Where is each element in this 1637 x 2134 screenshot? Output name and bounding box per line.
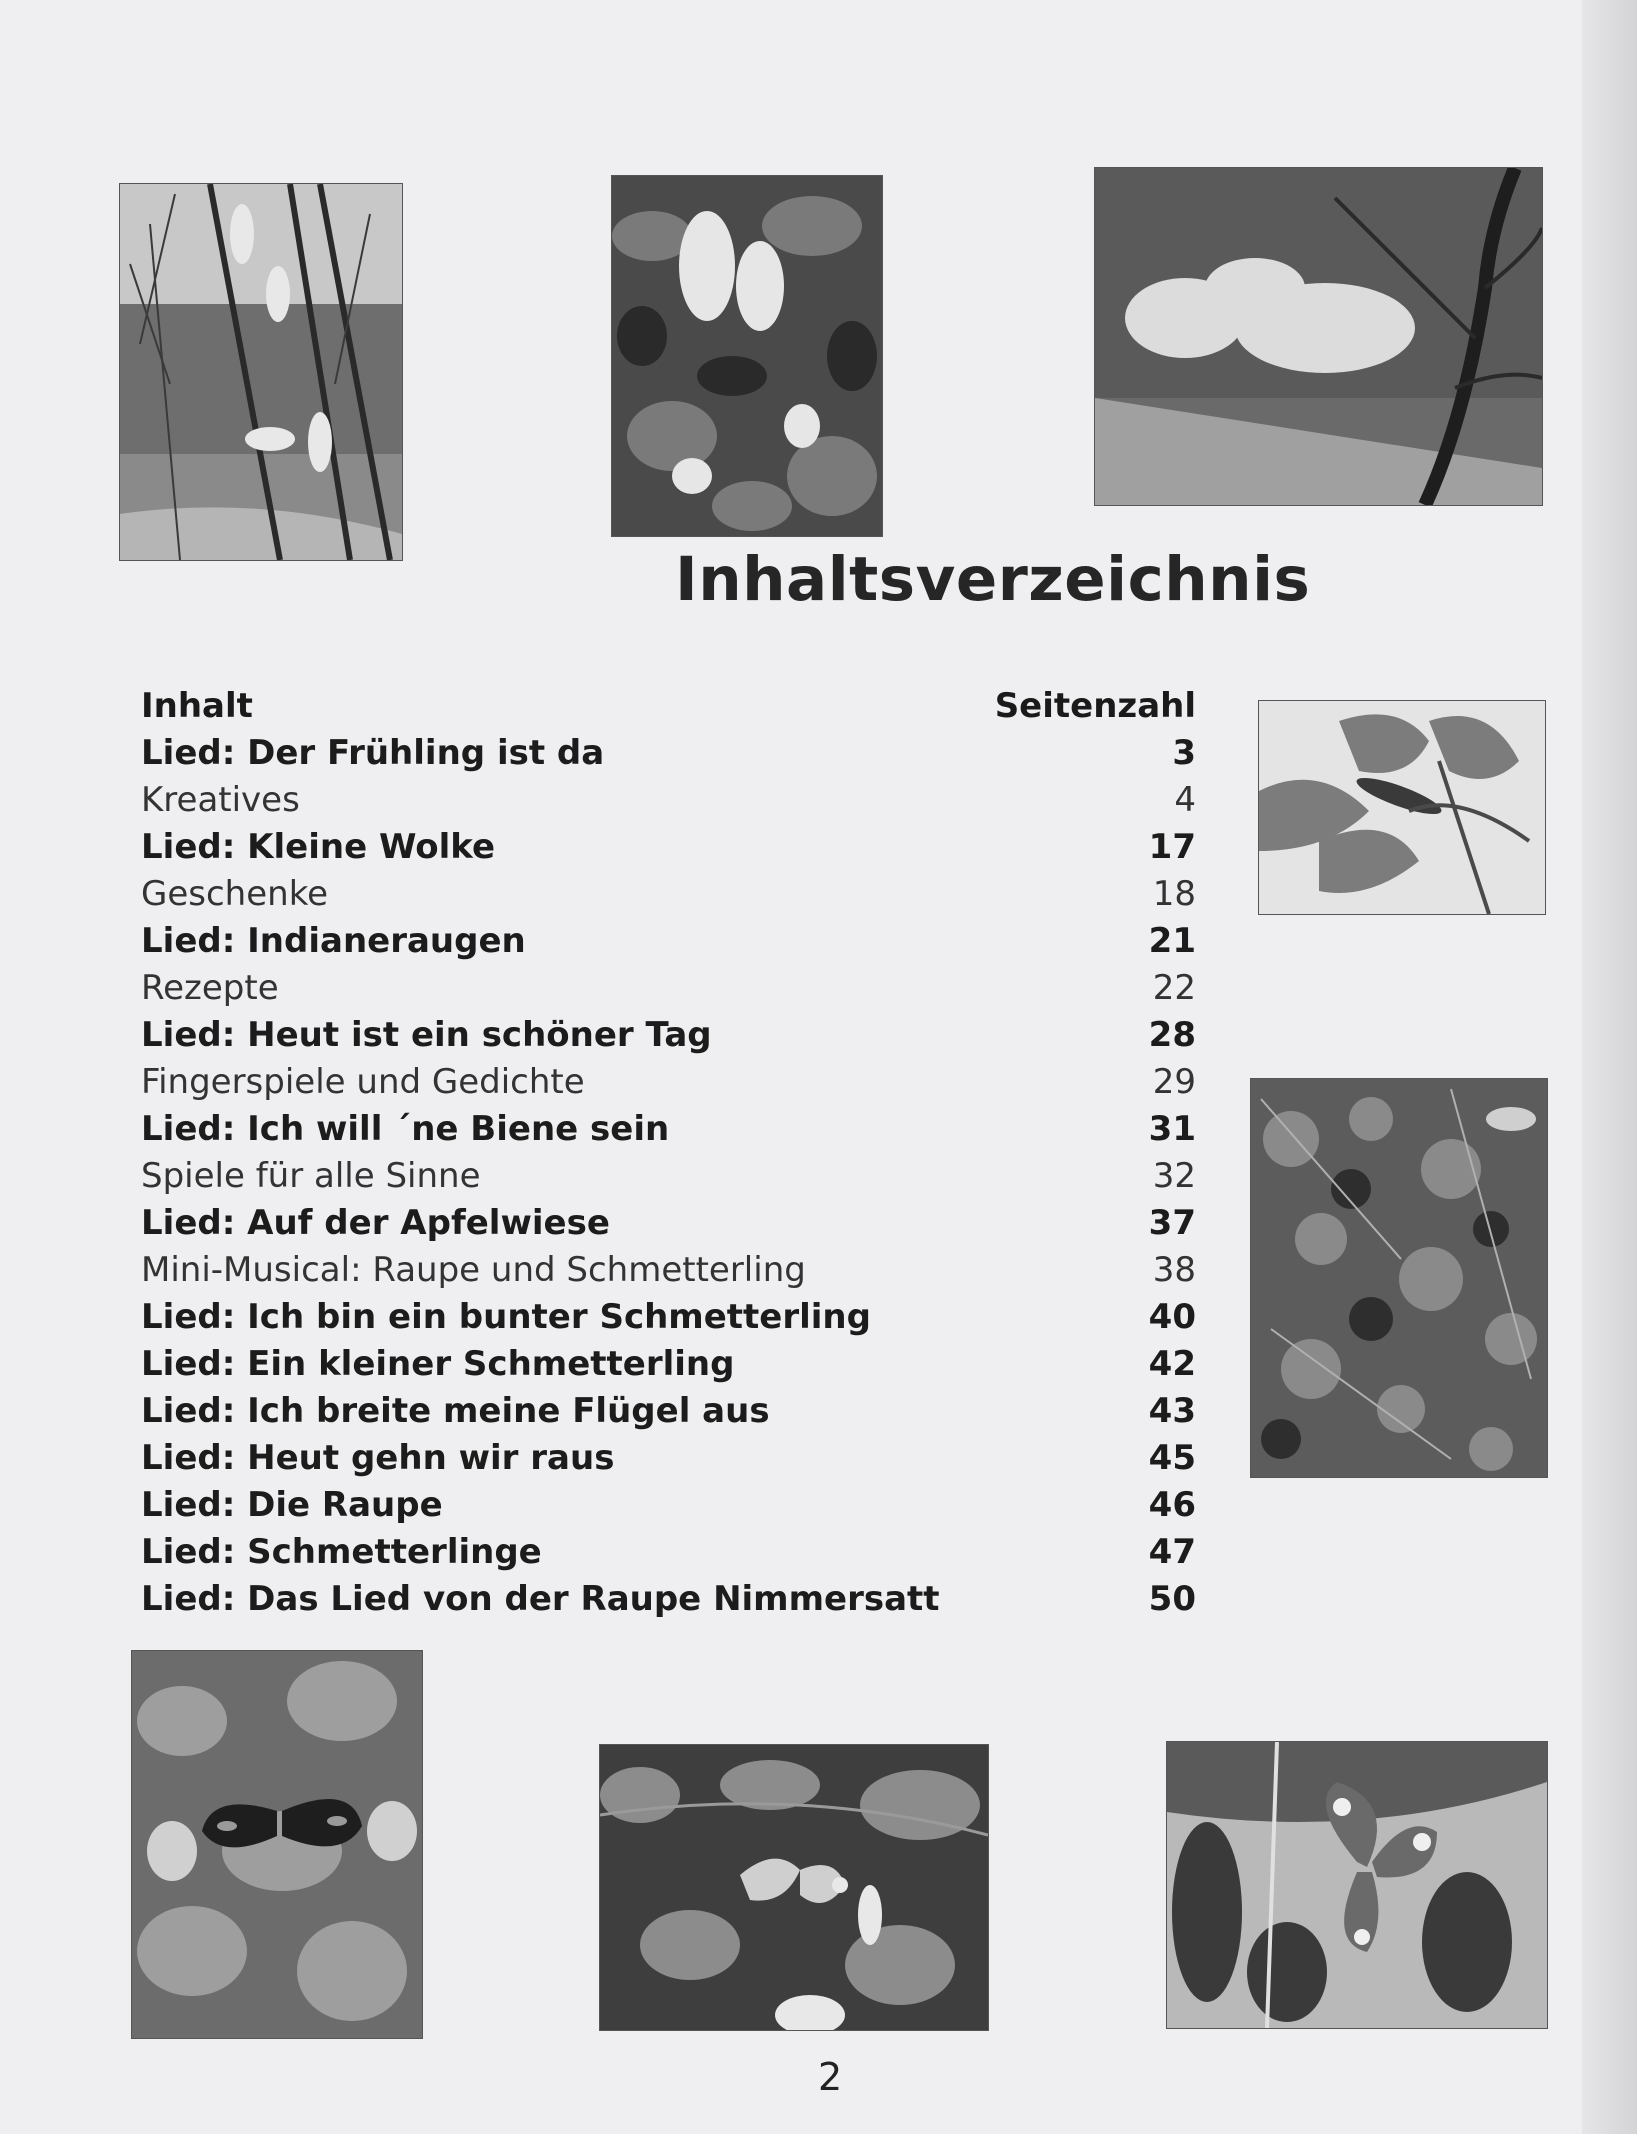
page-number: 2 <box>818 2055 843 2099</box>
photo-butterfly-flowers <box>599 1744 989 2031</box>
photo-willow-catkins <box>119 183 403 561</box>
toc-entry-page: 40 <box>1148 1297 1196 1337</box>
toc-entry <box>141 1106 1201 1153</box>
toc-entry-label: Lied: Die Raupe <box>141 1485 443 1525</box>
toc-entry-page: 46 <box>1148 1485 1196 1525</box>
toc-entry-page: 21 <box>1148 921 1196 961</box>
toc-entry-label: Lied: Kleine Wolke <box>141 827 496 867</box>
toc-entry-page: 3 <box>1172 733 1196 773</box>
toc-entry <box>141 1153 1201 1200</box>
toc-entry-page: 29 <box>1152 1062 1196 1102</box>
page-title: Inhaltsverzeichnis <box>675 544 1311 615</box>
toc-entry <box>141 965 1201 1012</box>
toc-entry-page: 38 <box>1152 1250 1196 1290</box>
toc-entry-label: Geschenke <box>141 874 329 914</box>
toc-entry <box>141 1576 1201 1623</box>
toc-entry-label: Lied: Ich will ´ne Biene sein <box>141 1109 670 1149</box>
toc-header-page: Seitenzahl <box>994 686 1196 726</box>
toc-entry <box>141 1294 1201 1341</box>
toc-entry-page: 42 <box>1148 1344 1196 1384</box>
toc-entry <box>141 1482 1201 1529</box>
photo-blossoms <box>611 175 883 537</box>
photo-peacock-butterfly <box>1166 1741 1548 2029</box>
toc-entry-label: Mini-Musical: Raupe und Schmetterling <box>141 1250 806 1290</box>
toc-entry-page: 37 <box>1148 1203 1196 1243</box>
toc-entry <box>141 1435 1201 1482</box>
toc-entries <box>141 730 1201 1623</box>
toc-entry-label: Lied: Auf der Apfelwiese <box>141 1203 610 1243</box>
toc-entry <box>141 1388 1201 1435</box>
toc-header-content: Inhalt <box>141 686 253 726</box>
page-edge <box>1582 0 1637 2134</box>
toc-entry-page: 17 <box>1148 827 1196 867</box>
toc-entry <box>141 1529 1201 1576</box>
toc-entry-page: 28 <box>1148 1015 1196 1055</box>
toc-entry-label: Fingerspiele und Gedichte <box>141 1062 585 1102</box>
toc-header-row <box>141 683 1201 730</box>
photo-ground-foliage <box>1250 1078 1548 1478</box>
toc-entry-label: Lied: Das Lied von der Raupe Nimmersatt <box>141 1579 940 1619</box>
toc-entry <box>141 918 1201 965</box>
toc-entry-page: 4 <box>1174 780 1196 820</box>
toc-entry-page: 45 <box>1148 1438 1196 1478</box>
table-of-contents <box>141 683 1201 1623</box>
toc-entry <box>141 1247 1201 1294</box>
toc-entry-label: Lied: Indianeraugen <box>141 921 526 961</box>
toc-entry <box>141 824 1201 871</box>
toc-entry-page: 32 <box>1152 1156 1196 1196</box>
toc-entry-label: Rezepte <box>141 968 279 1008</box>
toc-entry-label: Lied: Heut ist ein schöner Tag <box>141 1015 712 1055</box>
toc-entry-label: Lied: Ein kleiner Schmetterling <box>141 1344 735 1384</box>
toc-entry <box>141 1059 1201 1106</box>
toc-entry-label: Spiele für alle Sinne <box>141 1156 481 1196</box>
toc-entry-page: 50 <box>1148 1579 1196 1619</box>
toc-entry-page: 47 <box>1148 1532 1196 1572</box>
toc-entry <box>141 1341 1201 1388</box>
toc-entry-label: Lied: Heut gehn wir raus <box>141 1438 615 1478</box>
photo-caterpillar <box>1258 700 1546 915</box>
toc-entry-label: Lied: Schmetterlinge <box>141 1532 542 1572</box>
photo-tree-slope <box>1094 167 1543 506</box>
toc-entry-label: Kreatives <box>141 780 300 820</box>
toc-entry-label: Lied: Der Frühling ist da <box>141 733 605 773</box>
toc-entry-label: Lied: Ich bin ein bunter Schmetterling <box>141 1297 871 1337</box>
toc-entry-page: 18 <box>1152 874 1196 914</box>
toc-entry-page: 43 <box>1148 1391 1196 1431</box>
toc-entry-label: Lied: Ich breite meine Flügel aus <box>141 1391 770 1431</box>
toc-entry-page: 31 <box>1148 1109 1196 1149</box>
toc-entry-page: 22 <box>1152 968 1196 1008</box>
toc-entry <box>141 1012 1201 1059</box>
toc-entry <box>141 730 1201 777</box>
toc-entry <box>141 777 1201 824</box>
photo-butterfly-leaves <box>131 1650 423 2039</box>
toc-entry <box>141 871 1201 918</box>
toc-entry <box>141 1200 1201 1247</box>
